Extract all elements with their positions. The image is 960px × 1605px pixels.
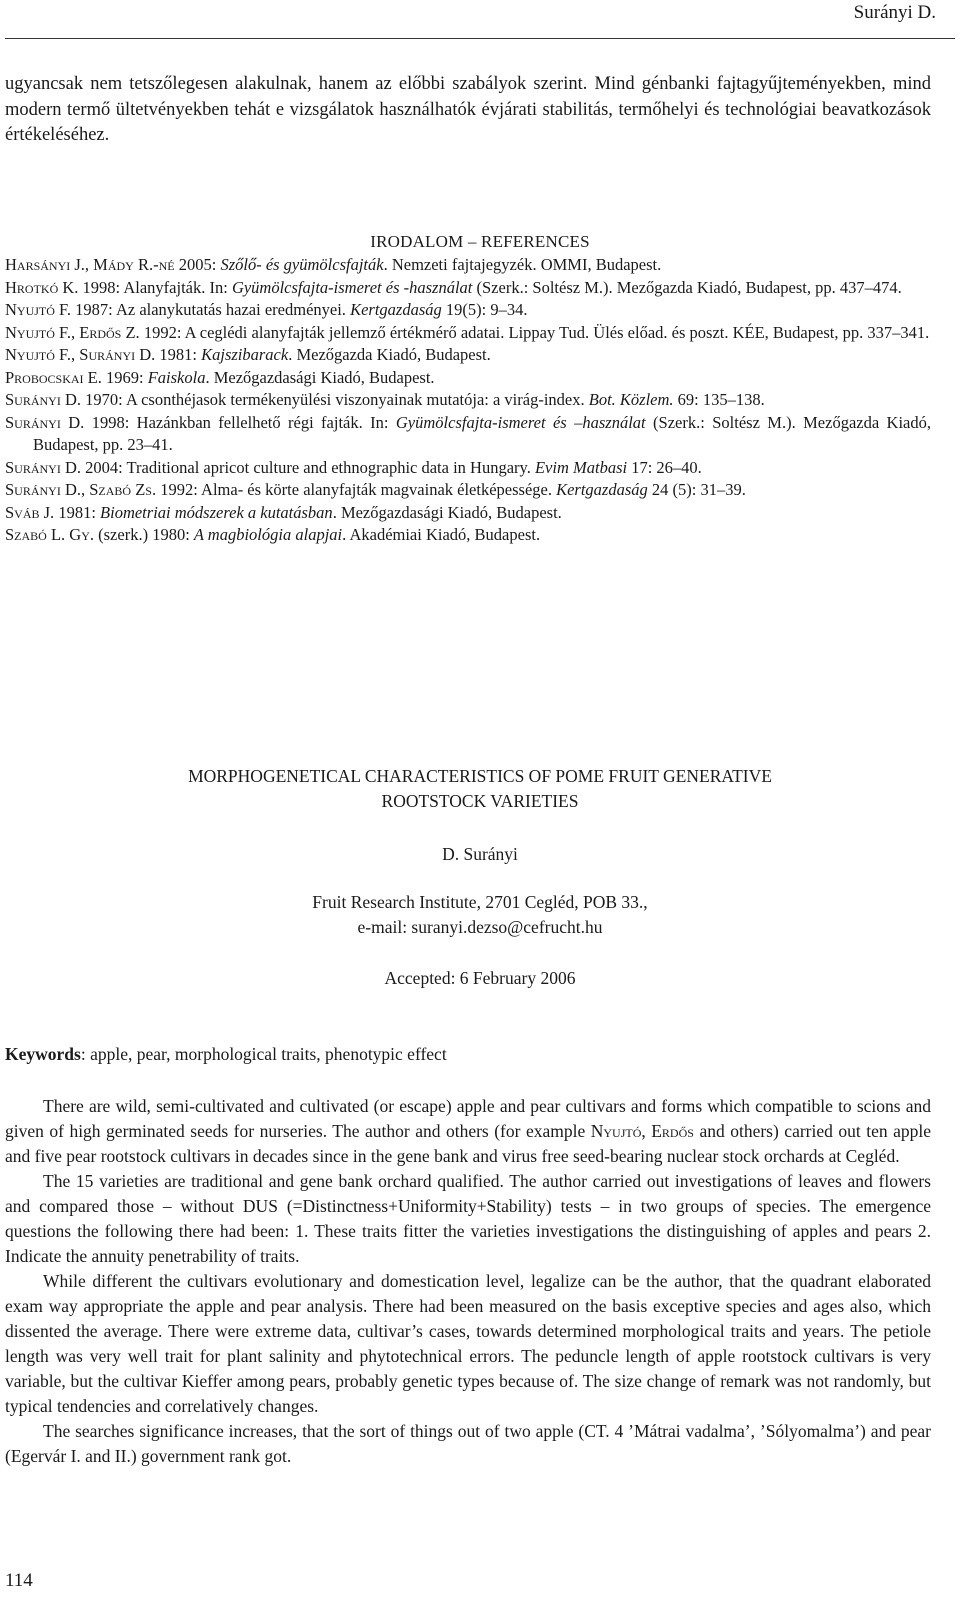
reference-author: Hrotkó K. bbox=[5, 277, 79, 297]
reference-author: Nyujtó F. bbox=[5, 300, 72, 319]
reference-author: Harsányi J., Mády R.-né bbox=[5, 255, 175, 274]
reference-text: . Mezőgazdasági Kiadó, Budapest. bbox=[205, 367, 435, 387]
affiliation bbox=[0, 890, 960, 940]
keywords bbox=[5, 1042, 931, 1067]
affiliation-address: Fruit Research Institute, 2701 Cegléd, POB 33., bbox=[312, 892, 648, 912]
reference-item bbox=[5, 322, 931, 345]
reference-item bbox=[5, 524, 931, 547]
reference-text: 1970: A csonthéjasok termékenyülési viszonyainak mutatója: a virág-index. bbox=[81, 390, 589, 409]
article-title bbox=[0, 764, 960, 814]
reference-text: 2004: Traditional apricot culture and ethnographic data in Hungary. bbox=[81, 457, 535, 477]
reference-text: 69: 135–138. bbox=[673, 390, 765, 409]
reference-list bbox=[5, 254, 931, 547]
abstract-text: There are wild, semi-cultivated and cultivated (or escape) apple and pear cultivars and forms which compatible to scions and given of high germinated seeds for nurseries. The author and others (for example bbox=[5, 1096, 931, 1141]
reference-author: Surányi D. bbox=[5, 390, 82, 409]
reference-text: 1969: bbox=[101, 367, 148, 387]
reference-item bbox=[5, 367, 931, 390]
reference-title: Kajszibarack bbox=[201, 345, 289, 364]
abstract-authors: Nyujtó, Erdős bbox=[590, 1121, 694, 1141]
reference-text: . Mezőgazda Kiadó, Budapest. bbox=[288, 345, 491, 364]
references-heading: IRODALOM – REFERENCES bbox=[370, 232, 590, 251]
reference-item bbox=[5, 389, 931, 412]
keywords-label: Keywords bbox=[5, 1044, 81, 1064]
reference-item bbox=[5, 344, 931, 367]
abstract-paragraph: While different the cultivars evolutionary and domestication level, legalize can be the author, that the quadrant elaborated exam way appropriate the apple and pear analysis. There had been measured on the basis exceptive species and ages also, which dissented the average. There were extreme data, cultivar’s cases, towards determined morphological traits and years. The petiole length was very well trait for plant salinity and phytotechnical errors. The peduncle length of apple rootstock cultivars is very variable, but the cultivar Kieffer among pears, probably genetic types because of. The size change of remark was not randomly, but typical tendencies and correlatively changes. bbox=[5, 1271, 931, 1416]
reference-title: Faiskola bbox=[147, 367, 206, 387]
reference-text: . Nemzeti fajtajegyzék. OMMI, Budapest. bbox=[383, 255, 662, 274]
reference-text: 2005: bbox=[174, 255, 221, 274]
reference-text: 17: 26–40. bbox=[627, 457, 702, 477]
abstract-paragraph: The 15 varieties are traditional and gene bank orchard qualified. The author carried out investigations of leaves and flowers and compared those – without DUS (=Distinctness+Uniformity+Stability) tests – in two groups of species. The emergence questions the following there had been: 1. These traits fitter the varieties investigations the distinguishing of apples and pears 2. Indicate the annuity penetrability of traits. bbox=[5, 1171, 931, 1266]
intro-paragraph: ugyancsak nem tetszőlegesen alakulnak, hanem az előbbi szabályok szerint. Mind génbanki fajtagyűjteményekben, mind modern termő ültetvényekben tehát e vizsgálatok használhatók évjárati stabilitás, termőhelyi és technológiai beavatkozások értékeléséhez. bbox=[5, 74, 931, 145]
keywords-list: : apple, pear, morphological traits, phenotypic effect bbox=[80, 1044, 447, 1064]
reference-author: Surányi D., Szabó Zs. bbox=[5, 480, 157, 499]
reference-author: Sváb J. bbox=[5, 502, 55, 522]
reference-item bbox=[5, 254, 931, 277]
reference-text: (Szerk.: Soltész M.). Mezőgazda Kiadó, Budapest, pp. 437–474. bbox=[472, 277, 902, 297]
reference-title: Evim Matbasi bbox=[534, 457, 628, 477]
reference-title: Bot. Közlem. bbox=[588, 390, 674, 409]
reference-title: Kertgazdaság bbox=[350, 300, 442, 319]
abstract-paragraph bbox=[5, 1094, 931, 1169]
reference-title: Biometriai módszerek a kutatásban bbox=[100, 502, 333, 522]
reference-author: Szabó L. Gy. bbox=[5, 525, 95, 544]
reference-author: Nyujtó F., Surányi D. bbox=[5, 345, 156, 364]
reference-text: (Szerk.: Soltész M.). Mezőgazda Kiadó, Budapest, pp. 23–41. bbox=[33, 412, 932, 454]
reference-title: Kertgazdaság bbox=[556, 480, 648, 499]
reference-text: 1992: Alma- és körte alanyfajták magvainak életképessége. bbox=[156, 480, 557, 499]
reference-text: 24 (5): 31–39. bbox=[647, 480, 746, 499]
page-number: 114 bbox=[5, 1570, 33, 1591]
reference-item bbox=[5, 479, 931, 502]
abstract bbox=[5, 1094, 931, 1469]
reference-text: 19(5): 9–34. bbox=[441, 300, 528, 319]
abstract-paragraph: The searches significance increases, that the sort of things out of two apple (CT. 4 ’Mátrai vadalma’, ’Sólyomalma’) and pear (Egervár I. and II.) government rank got. bbox=[5, 1421, 931, 1466]
reference-text: 1998: Alanyfajták. In: bbox=[78, 277, 232, 297]
reference-title: A magbiológia alapjai bbox=[193, 525, 343, 544]
reference-author: Probocskai E. bbox=[5, 367, 102, 387]
reference-item bbox=[5, 502, 931, 525]
reference-title: Szőlő- és gyümölcsfajták bbox=[220, 255, 384, 274]
reference-text: (szerk.) 1980: bbox=[94, 525, 194, 544]
article-author: D. Surányi bbox=[442, 844, 518, 864]
reference-author: Surányi D. bbox=[5, 457, 82, 477]
article-title-line: ROOTSTOCK VARIETIES bbox=[381, 791, 579, 811]
reference-item bbox=[5, 277, 931, 300]
reference-text: 1992: A ceglédi alanyfajták jellemző értékmérő adatai. Lippay Tud. Ülés előad. és poszt. KÉE, Budapest, pp. 337–341. bbox=[139, 322, 930, 342]
reference-text: 1987: Az alanykutatás hazai eredményei. bbox=[71, 300, 351, 319]
running-head: Surányi D. bbox=[853, 2, 936, 23]
affiliation-email: e-mail: suranyi.dezso@cefrucht.hu bbox=[357, 917, 603, 937]
reference-item bbox=[5, 299, 931, 322]
reference-item bbox=[5, 412, 931, 457]
reference-text: 1998: Hazánkban fellelhető régi fajták. In: bbox=[84, 412, 396, 432]
reference-title: Gyümölcsfajta-ismeret és -használat bbox=[231, 277, 473, 297]
abstract-text: and others) carried out ten apple and five pear rootstock cultivars in decades since in the gene bank and virus free seed-bearing nuclear stock orchards at Cegléd. bbox=[5, 1121, 931, 1166]
article-title-line: MORPHOGENETICAL CHARACTERISTICS OF POME FRUIT GENERATIVE bbox=[188, 766, 772, 786]
accepted-date: Accepted: 6 February 2006 bbox=[384, 968, 576, 988]
reference-title: Gyümölcsfajta-ismeret és –használat bbox=[395, 412, 646, 432]
reference-text: 1981: bbox=[54, 502, 101, 522]
reference-item bbox=[5, 457, 931, 480]
reference-text: 1981: bbox=[155, 345, 202, 364]
reference-text: . Mezőgazdasági Kiadó, Budapest. bbox=[332, 502, 562, 522]
header-rule bbox=[5, 38, 955, 39]
reference-author: Nyujtó F., Erdős Z. bbox=[5, 322, 140, 342]
reference-text: . Akadémiai Kiadó, Budapest. bbox=[342, 525, 541, 544]
reference-author: Surányi D. bbox=[5, 412, 85, 432]
